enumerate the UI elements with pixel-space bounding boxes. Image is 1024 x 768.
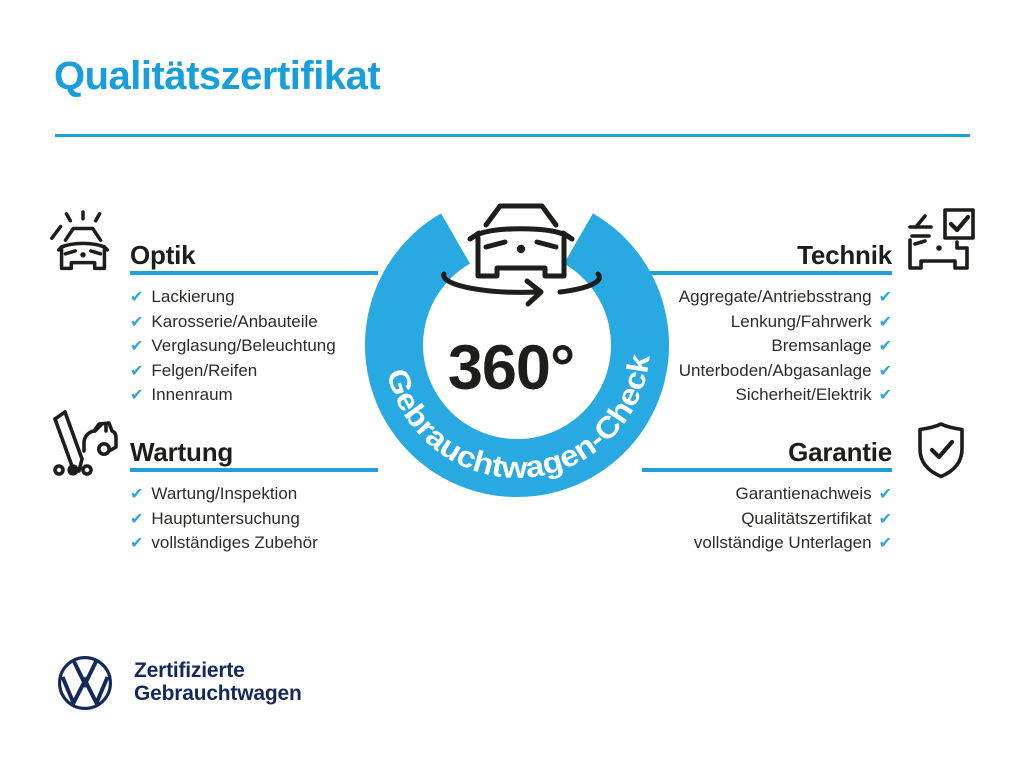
check-icon: ✔ (130, 336, 144, 356)
check-icon: ✔ (878, 533, 892, 553)
car-shine-icon (46, 210, 120, 284)
section-optik (130, 240, 378, 411)
item-label: Lenkung/Fahrwerk (730, 311, 872, 331)
check-icon: ✔ (878, 287, 892, 306)
checklist-item (130, 337, 378, 354)
checklist-item (642, 534, 892, 551)
check-icon: ✔ (130, 508, 144, 528)
badge-center-label: 360° (447, 333, 575, 403)
item-label: Innenraum (151, 385, 233, 405)
item-label: vollständige Unterlagen (693, 533, 872, 553)
check-icon: ✔ (130, 287, 144, 306)
section-underline (130, 271, 378, 275)
item-label: Unterboden/Abgasanlage (678, 360, 872, 380)
section-underline (130, 468, 378, 472)
section-header-wartung: Wartung (130, 437, 234, 467)
item-label: Wartung/Inspektion (151, 484, 298, 503)
checklist-item (130, 313, 378, 330)
item-label: Felgen/Reifen (151, 360, 258, 380)
item-label: Lackierung (151, 287, 235, 306)
checklist-item (130, 288, 378, 305)
checklist-item (130, 386, 378, 403)
footer-line-1: Zertifizierte (134, 659, 245, 682)
check-icon: ✔ (878, 484, 892, 503)
check-icon: ✔ (878, 508, 892, 528)
car-checkbox-icon (903, 206, 979, 282)
page-title: Qualitätszertifikat (54, 54, 381, 98)
check-icon: ✔ (878, 360, 892, 380)
check-icon: ✔ (878, 311, 892, 331)
item-label: Qualitätszertifikat (741, 508, 872, 528)
title-divider (55, 134, 970, 137)
shield-check-icon (910, 418, 972, 482)
check-icon: ✔ (130, 484, 144, 503)
item-label: Hauptuntersuchung (151, 508, 300, 528)
car-badge-dot (517, 245, 525, 253)
service-checklist-icon (42, 404, 120, 482)
checklist-item (130, 534, 378, 551)
checklist-wartung (130, 485, 378, 551)
checklist-item (130, 485, 378, 502)
checklist-optik (130, 288, 378, 403)
section-header-garantie: Garantie (788, 437, 892, 467)
section-wartung (130, 437, 378, 559)
check-icon: ✔ (130, 360, 144, 380)
vw-logo (56, 654, 114, 712)
item-label: vollständiges Zubehör (151, 533, 318, 553)
item-label: Sicherheit/Elektrik (735, 385, 872, 405)
footer-line-2: Gebrauchtwagen (134, 682, 302, 705)
check-icon: ✔ (130, 533, 144, 553)
item-label: Verglasung/Beleuchtung (151, 336, 336, 356)
check-icon: ✔ (878, 385, 892, 405)
item-label: Bremsanlage (771, 336, 872, 356)
item-label: Garantienachweis (735, 484, 872, 503)
checklist-item (130, 510, 378, 527)
ring-label: Gebrauchtwagen-Check (379, 353, 657, 485)
item-label: Aggregate/Antriebsstrang (678, 287, 872, 306)
check-icon: ✔ (130, 385, 144, 405)
check-icon: ✔ (130, 311, 144, 331)
item-label: Karosserie/Anbauteile (151, 311, 318, 331)
section-header-optik: Optik (130, 240, 196, 270)
badge-360-check (345, 173, 690, 518)
section-header-technik: Technik (797, 240, 892, 270)
check-icon: ✔ (878, 336, 892, 356)
checklist-item (130, 362, 378, 379)
footer-brand-text (134, 659, 302, 705)
